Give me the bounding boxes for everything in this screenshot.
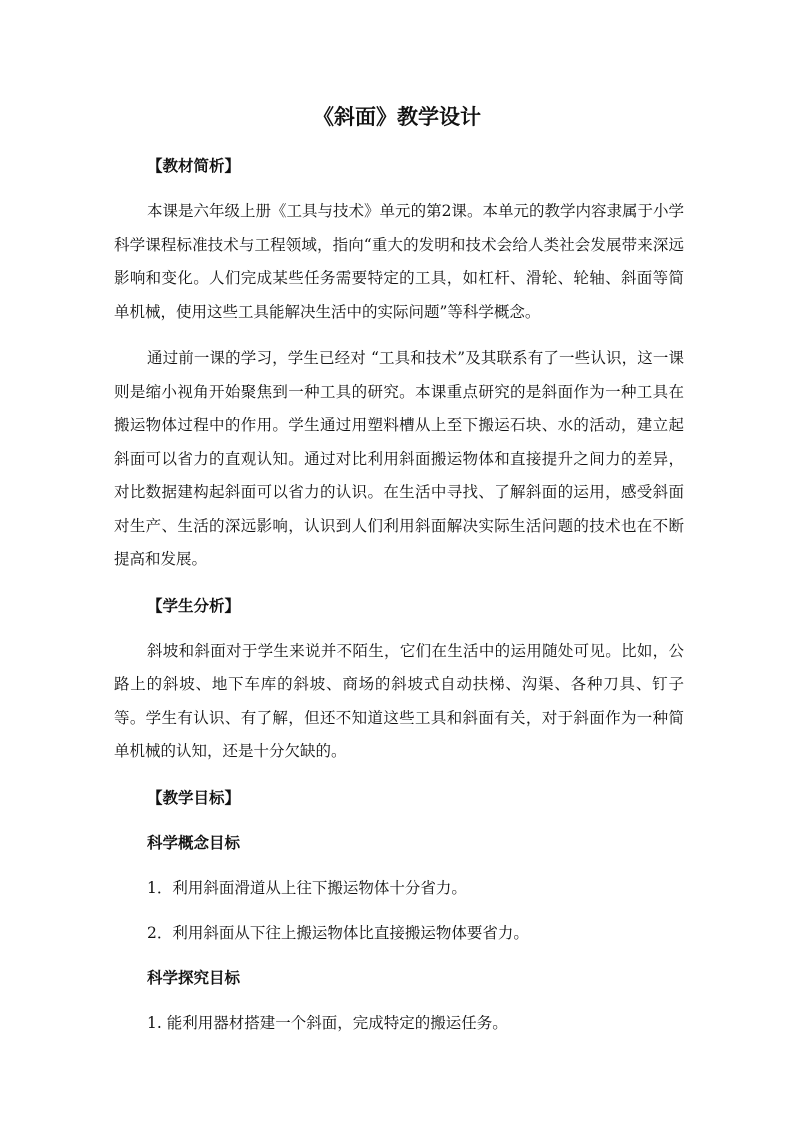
section-heading-goals: 【教学目标】 xyxy=(147,787,241,807)
section-heading-material: 【教材简析】 xyxy=(147,156,241,175)
section-heading-students: 【学生分析】 xyxy=(147,595,241,615)
subheading-concept-goals: 科学概念目标 xyxy=(147,832,241,852)
concept-goal-item-2: 2．利用斜面从下往上搬运物体比直接搬运物体要省力。 xyxy=(147,923,529,942)
paragraph-material-1: 本课是六年级上册《工具与技术》单元的第2课。本单元的教学内容隶属于小学科学课程标准技术与工程领域，指向“重大的发明和技术会给人类社会发展带来深远影响和变化。人们完成某些任务需要特定的工具，如杠杆、滑轮、轮轴、斜面等简单机械，使用这些工具能解决生活中的实际问题”等科学概念。 xyxy=(114,202,684,321)
inquiry-goal-item-1: 1. 能利用器材搭建一个斜面，完成特定的搬运任务。 xyxy=(147,1013,508,1032)
paragraph-students-1: 斜坡和斜面对于学生来说并不陌生，它们在生活中的运用随处可见。比如，公路上的斜坡、地下车库的斜坡、商场的斜坡式自动扶梯、沟渠、各种刀具、钉子等。学生有认识、有了解，但还不知道这些工具和斜面有关，对于斜面作为一种简单机械的认知，还是十分欠缺的。 xyxy=(114,641,684,760)
subheading-inquiry-goals: 科学探究目标 xyxy=(147,967,241,987)
concept-goal-item-1: 1．利用斜面滑道从上往下搬运物体十分省力。 xyxy=(147,878,467,897)
paragraph-material-2: 通过前一课的学习，学生已经对 “工具和技术”及其联系有了一些认识，这一课则是缩小视角开始聚焦到一种工具的研究。本课重点研究的是斜面作为一种工具在搬运物体过程中的作用。学生通过用塑料槽从上至下搬运石块、水的活动，建立起斜面可以省力的直观认知。通过对比利用斜面搬运物体和直接提升之间力的差异，对比数据建构起斜面可以省力的认识。在生活中寻找、了解斜面的运用，感受斜面对生产、生活的深远影响，认识到人们利用斜面解决实际生活问题的技术也在不断提高和发展。 xyxy=(114,349,684,568)
document-title: 《斜面》教学设计 xyxy=(313,104,481,129)
document-body xyxy=(114,150,684,1052)
